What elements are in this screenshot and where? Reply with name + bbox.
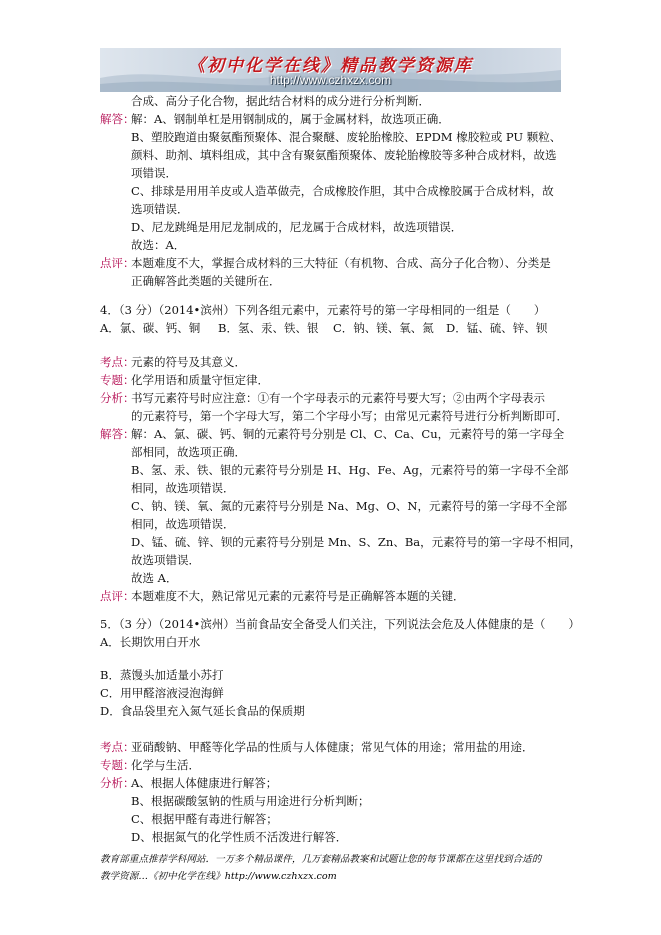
q3-jieda-line: 故选：A．: [131, 238, 186, 252]
q3-jieda-line: D、尼龙跳绳是用尼龙制成的，尼龙属于合成材料，故选项错误．: [131, 220, 463, 234]
q5-zhuanti-label: 专题：: [100, 758, 135, 772]
q5-option-d: D．食品袋里充入氮气延长食品的保质期: [100, 704, 305, 718]
footer-line-2[interactable]: 教学资源…《初中化学在线》http://www.czhxzx.com: [100, 871, 337, 882]
q5-stem: 5．（3 分）（2014•滨州）当前食品安全备受人们关注，下列说法会危及人体健康的是（ ）: [100, 617, 580, 631]
q4-option-b: B．氢、汞、铁、银: [218, 321, 319, 335]
q3-jieda-line: 颜料、助剂、填料组成，其中含有聚氨酯预聚体、废轮胎橡胶等多种合成材料，故选: [131, 148, 557, 162]
header-banner: [100, 48, 561, 92]
q5-fenxi-line: D、根据氮气的化学性质不活泼进行解答．: [131, 830, 348, 844]
q4-jieda-line: 部相同，故选项正确．: [131, 445, 246, 459]
q3-dianping-line: 正确解答此类题的关键所在．: [131, 274, 281, 288]
q5-fenxi-line: C、根据甲醛有毒进行解答；: [131, 812, 278, 826]
footer-line-1: 教育部重点推荐学科网站．一万多个精品课件，几万套精品教案和试题让您的每节课都在这里找到合适的: [100, 854, 542, 865]
q4-fenxi-label: 分析：: [100, 391, 135, 405]
q4-option-a: A．氯、碳、钙、铜: [100, 321, 201, 335]
q3-jieda-line: B、塑胶跑道由聚氨酯预聚体、混合聚醚、废轮胎橡胶、EPDM 橡胶粒或 PU 颗粒、: [131, 130, 562, 144]
q4-jieda-label: 解答：: [100, 427, 135, 441]
q5-fenxi-label: 分析：: [100, 776, 135, 790]
q5-fenxi-line: A、根据人体健康进行解答；: [131, 776, 278, 790]
banner-url[interactable]: http://www.czhxzx.com: [269, 73, 392, 87]
q4-zhuanti-label: 专题：: [100, 373, 135, 387]
q4-jieda-line: 解：A、氯、碳、钙、铜的元素符号分别是 Cl、C、Ca、Cu，元素符号的第一字母全: [131, 427, 565, 441]
q4-fenxi-line: 的元素符号，第一个字母大写，第二个字母小写；由常见元素符号进行分析判断即可．: [131, 409, 568, 423]
q4-jieda-line: 相同，故选项错误．: [131, 517, 235, 531]
q4-option-c: C．钠、镁、氧、氮: [333, 321, 434, 335]
q5-zhuanti: 化学与生活．: [131, 758, 200, 772]
q4-kaodian-label: 考点：: [100, 355, 135, 369]
q4-jieda-line: 相同，故选项错误．: [131, 481, 235, 495]
q3-dianping-line: 本题难度不大，掌握合成材料的三大特征（有机物、合成、高分子化合物）、分类是: [131, 256, 551, 270]
q4-kaodian: 元素的符号及其意义．: [131, 355, 246, 369]
banner-title: 《初中化学在线》精品教学资源库: [188, 56, 473, 76]
q5-kaodian-label: 考点：: [100, 740, 135, 754]
q5-option-c: C．用甲醛溶液浸泡海鲜: [100, 686, 224, 700]
q4-jieda-line: C、钠、镁、氧、氮的元素符号分别是 Na、Mg、O、N，元素符号的第一字母不全部: [131, 499, 567, 513]
q3-prev-line: 合成、高分子化合物，据此结合材料的成分进行分析判断．: [131, 94, 430, 108]
q3-jieda-line: 选项错误．: [131, 202, 189, 216]
q4-dianping-label: 点评：: [100, 589, 135, 603]
page-footer: [100, 851, 570, 885]
q3-jieda-line: 解：A、钢制单杠是用钢制成的，属于金属材料，故选项正确．: [131, 112, 450, 126]
q4-jieda-line: 故选项错误．: [131, 553, 200, 567]
q3-jieda-line: 项错误．: [131, 166, 177, 180]
q5-kaodian: 亚硝酸钠、甲醛等化学品的性质与人体健康；常见气体的用途；常用盐的用途．: [131, 740, 534, 754]
q5-fenxi-line: B、根据碳酸氢钠的性质与用途进行分析判断；: [131, 794, 370, 808]
q3-dianping-label: 点评：: [100, 256, 135, 270]
q5-option-b: B．蒸馒头加适量小苏打: [100, 668, 224, 682]
q4-option-d: D．锰、硫、锌、钡: [446, 321, 548, 335]
q3-jieda-line: C、排球是用用羊皮或人造革做壳，合成橡胶作胆，其中合成橡胶属于合成材料，故: [131, 184, 554, 198]
q4-jieda-line: D、锰、硫、锌、钡的元素符号分别是 Mn、S、Zn、Ba，元素符号的第一字母不相同，: [131, 535, 582, 549]
q4-jieda-line: 故选 A．: [131, 571, 178, 585]
q4-fenxi-line: 书写元素符号时应注意：①有一个字母表示的元素符号要大写；②由两个字母表示: [131, 391, 545, 405]
q5-option-a: A．长期饮用白开水: [100, 635, 201, 649]
q4-jieda-line: B、氢、汞、铁、银的元素符号分别是 H、Hg、Fe、Ag，元素符号的第一字母不全部: [131, 463, 569, 477]
q4-stem: 4．（3 分）（2014•滨州）下列各组元素中，元素符号的第一字母相同的一组是（ ）: [100, 303, 546, 317]
q4-zhuanti: 化学用语和质量守恒定律．: [131, 373, 269, 387]
q3-jieda-label: 解答：: [100, 112, 135, 126]
q4-dianping: 本题难度不大，熟记常见元素的元素符号是正确解答本题的关键．: [131, 589, 465, 603]
